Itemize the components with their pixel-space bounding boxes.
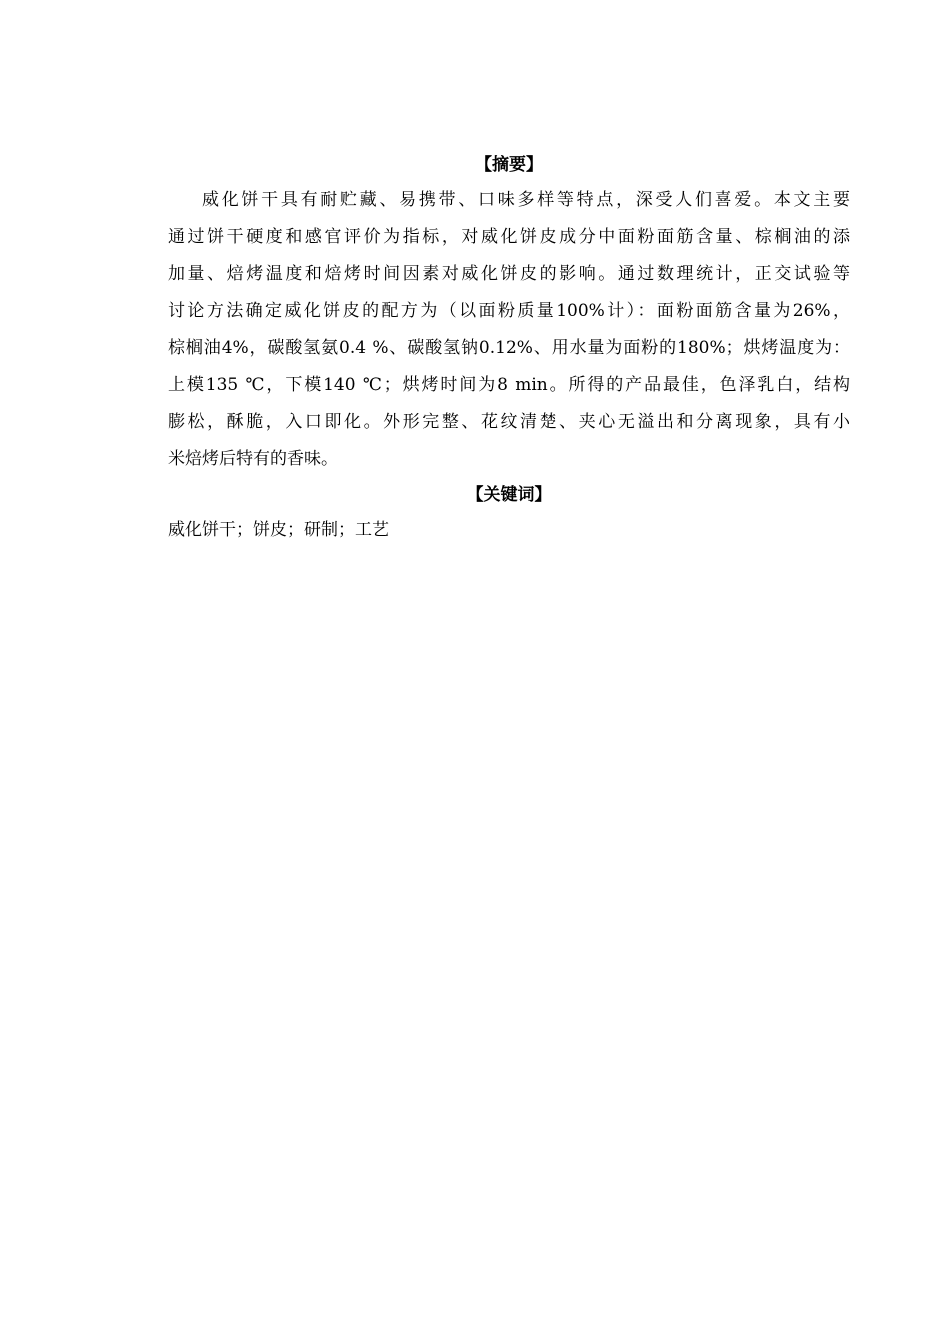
abstract-body [168,182,850,478]
abstract-heading: 【摘要】 [475,155,543,175]
document-content [168,148,850,549]
abstract-line: 威化饼干具有耐贮藏、易携带、口味多样等特点，深受人们喜爱。本文主要 [202,190,850,210]
abstract-line: 上模135 ℃，下模140 ℃；烘烤时间为8 min。所得的产品最佳，色泽乳白，结构 [168,375,850,395]
keywords-heading: 【关键词】 [466,485,552,505]
abstract-line: 米焙烤后特有的香味。 [168,449,338,469]
abstract-line: 讨论方法确定威化饼皮的配方为（以面粉质量100%计）：面粉面筋含量为26%， [168,301,850,321]
keywords-text: 威化饼干；饼皮；研制；工艺 [168,520,389,540]
abstract-line: 加量、焙烤温度和焙烤时间因素对威化饼皮的影响。通过数理统计，正交试验等 [168,264,850,284]
abstract-line: 棕榈油4%，碳酸氢氨0.4 %、碳酸氢钠0.12%、用水量为面粉的180%；烘烤温度为： [168,338,850,358]
abstract-line: 通过饼干硬度和感官评价为指标，对威化饼皮成分中面粉面筋含量、棕榈油的添 [168,227,850,247]
abstract-line: 膨松，酥脆，入口即化。外形完整、花纹清楚、夹心无溢出和分离现象，具有小 [168,412,850,432]
